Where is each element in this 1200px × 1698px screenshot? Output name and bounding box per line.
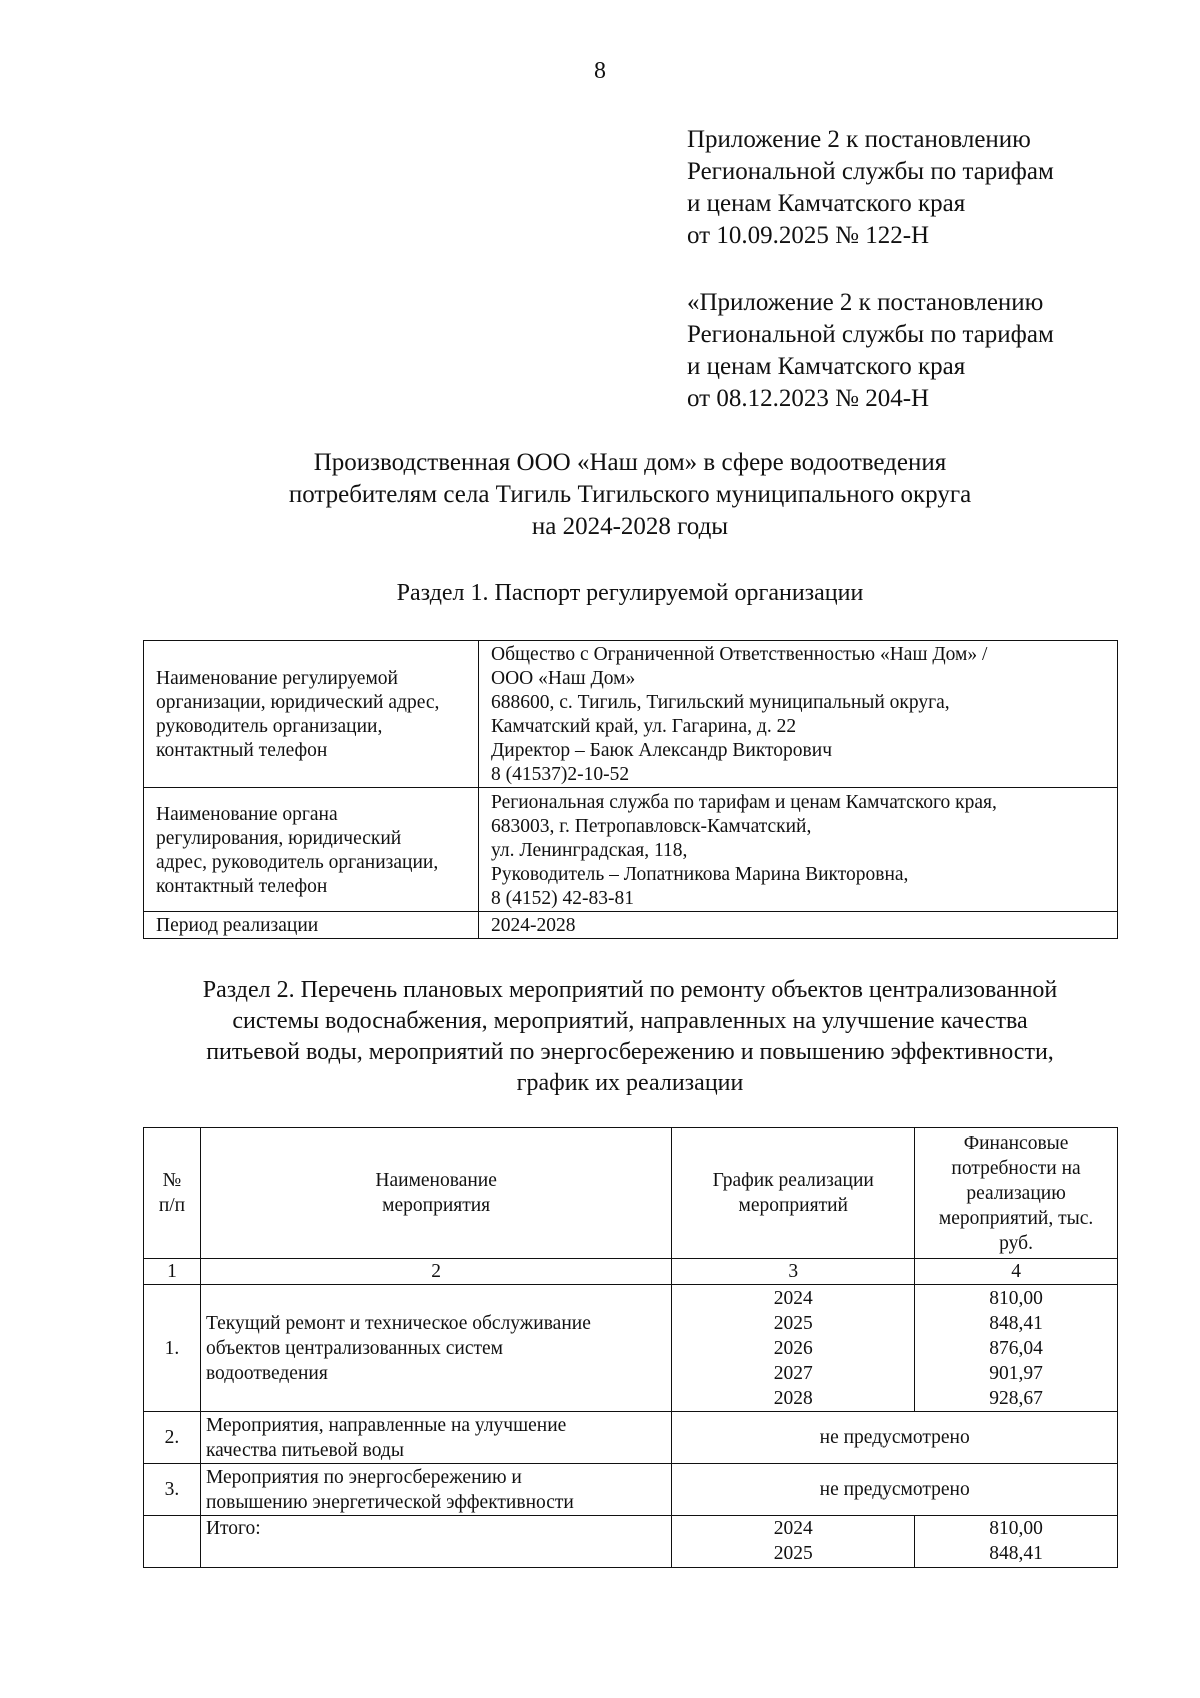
row-num [144, 1516, 201, 1568]
value-line: Камчатский край, ул. Гагарина, д. 22 [491, 716, 797, 737]
value-line: 683003, г. Петропавловск-Камчатский, [491, 815, 812, 837]
amount-value: 810,00 [989, 1287, 1043, 1309]
passport-value [479, 912, 1118, 939]
column-number-row [144, 1259, 1118, 1285]
appendix-line: и ценам Камчатского края [687, 353, 966, 380]
column-number: 2 [200, 1259, 671, 1285]
value-line: 8 (41537)2-10-52 [491, 764, 630, 785]
title-line: на 2024-2028 годы [531, 513, 729, 540]
amount-value: 848,41 [989, 1312, 1043, 1334]
name-line: водоотведения [205, 1362, 328, 1384]
year-value: 2024 [773, 1518, 813, 1539]
passport-value [479, 788, 1118, 912]
page-number: 8 [594, 58, 606, 84]
row-years [672, 1285, 915, 1412]
appendix-line: от 08.12.2023 № 204-Н [687, 385, 930, 412]
heading-line: график их реализации [516, 1070, 744, 1096]
passport-row-organization [144, 641, 1118, 788]
passport-row-period [144, 912, 1118, 939]
name-line: Мероприятия по энергосбережению и [205, 1466, 522, 1488]
name-line: Текущий ремонт и техническое обслуживание [205, 1312, 591, 1334]
amount-value: 810,00 [989, 1518, 1043, 1539]
label-line: организации, юридический адрес, [156, 692, 440, 713]
column-number: 1 [144, 1259, 201, 1285]
passport-table [143, 640, 1118, 939]
row-name [200, 1285, 671, 1412]
appendix-line: «Приложение 2 к постановлению [687, 289, 1044, 316]
appendix-line: от 10.09.2025 № 122-Н [687, 222, 930, 249]
table-row [144, 1285, 1118, 1412]
row-amounts [915, 1516, 1118, 1568]
header-line: График реализации [712, 1170, 874, 1191]
year-value: 2025 [773, 1543, 813, 1564]
row-name [200, 1412, 671, 1464]
label-line: регулирования, юридический [156, 827, 402, 849]
value-line: 2024-2028 [491, 915, 576, 936]
value-line: 688600, с. Тигиль, Тигильский муниципальный округа, [491, 692, 950, 713]
row-num: 1. [144, 1285, 201, 1412]
amount-value: 876,04 [989, 1337, 1043, 1359]
label-line: Период реализации [156, 915, 319, 936]
passport-label [144, 788, 479, 912]
header-name [200, 1128, 671, 1259]
heading-line: питьевой воды, мероприятий по энергосбережению и повышению эффективности, [206, 1039, 1054, 1065]
year-value: 2026 [773, 1337, 813, 1359]
header-line: реализацию [966, 1182, 1066, 1204]
name-line: Мероприятия, направленные на улучшение [205, 1414, 567, 1436]
section1-heading: Раздел 1. Паспорт регулируемой организации [396, 580, 864, 606]
label-line: контактный телефон [156, 875, 328, 897]
appendix-line: Региональной службы по тарифам [687, 158, 1054, 185]
row-name [200, 1464, 671, 1516]
appendix-header-current [687, 124, 1054, 252]
passport-label [144, 641, 479, 788]
events-table [143, 1127, 1118, 1568]
appendix-line: и ценам Камчатского края [687, 190, 966, 217]
header-line: мероприятия [382, 1195, 491, 1216]
header-line: Наименование [375, 1170, 497, 1191]
column-number: 3 [672, 1259, 915, 1285]
header-line: руб. [999, 1232, 1033, 1254]
table-row [144, 1464, 1118, 1516]
row-years [672, 1516, 915, 1568]
table-row [144, 1412, 1118, 1464]
value-line: Общество с Ограниченной Ответственностью «Наш Дом» / [491, 644, 988, 665]
amount-value: 928,67 [989, 1387, 1043, 1409]
appendix-line: Региональной службы по тарифам [687, 321, 1054, 348]
row-status: не предусмотрено [672, 1464, 1118, 1516]
value-line: Руководитель – Лопатникова Марина Викторовна, [491, 863, 909, 885]
header-line: Финансовые [963, 1132, 1069, 1154]
name-line: объектов централизованных систем [205, 1337, 504, 1359]
title-line: потребителям села Тигиль Тигильского муниципального округа [288, 481, 972, 508]
label-line: Наименование органа [156, 803, 338, 825]
document-title [0, 447, 1200, 543]
year-value: 2028 [773, 1387, 813, 1409]
name-line: Итого: [205, 1518, 261, 1539]
appendix-header-previous [687, 287, 1054, 415]
header-finance [915, 1128, 1118, 1259]
row-name [200, 1516, 671, 1568]
passport-value [479, 641, 1118, 788]
header-line: п/п [158, 1195, 186, 1216]
year-value: 2027 [773, 1362, 813, 1384]
label-line: руководитель организации, [156, 716, 383, 737]
passport-label [144, 912, 479, 939]
header-line: мероприятий [738, 1195, 848, 1216]
value-line: Директор – Баюк Александр Викторович [491, 740, 833, 761]
row-amounts [915, 1285, 1118, 1412]
name-line: повышению энергетической эффективности [205, 1491, 574, 1513]
amount-value: 848,41 [989, 1543, 1043, 1564]
heading-line: Раздел 2. Перечень плановых мероприятий по ремонту объектов централизованной [202, 977, 1058, 1003]
row-status: не предусмотрено [672, 1412, 1118, 1464]
header-line: мероприятий, тыс. [938, 1207, 1094, 1229]
amount-value: 901,97 [989, 1362, 1043, 1384]
heading-line: системы водоснабжения, мероприятий, направленных на улучшение качества [232, 1008, 1028, 1034]
label-line: Наименование регулируемой [156, 668, 398, 689]
header-schedule [672, 1128, 915, 1259]
year-value: 2025 [773, 1312, 813, 1334]
column-number: 4 [915, 1259, 1118, 1285]
value-line: ООО «Наш Дом» [491, 668, 636, 689]
appendix-line: Приложение 2 к постановлению [687, 126, 1031, 153]
header-num [144, 1128, 201, 1259]
row-num: 2. [144, 1412, 201, 1464]
value-line: Региональная служба по тарифам и ценам Камчатского края, [491, 791, 997, 813]
header-line: потребности на [951, 1157, 1081, 1179]
header-line: № [162, 1170, 182, 1191]
year-value: 2024 [773, 1287, 813, 1309]
table-row-total [144, 1516, 1118, 1568]
title-line: Производственная ООО «Наш дом» в сфере водоотведения [313, 449, 947, 476]
value-line: ул. Ленинградская, 118, [491, 839, 688, 861]
row-num: 3. [144, 1464, 201, 1516]
label-line: адрес, руководитель организации, [156, 851, 439, 873]
passport-row-regulator [144, 788, 1118, 912]
table-header-row [144, 1128, 1118, 1259]
name-line: качества питьевой воды [205, 1439, 404, 1461]
section2-heading [0, 975, 1200, 1099]
label-line: контактный телефон [156, 740, 328, 761]
value-line: 8 (4152) 42-83-81 [491, 887, 634, 909]
